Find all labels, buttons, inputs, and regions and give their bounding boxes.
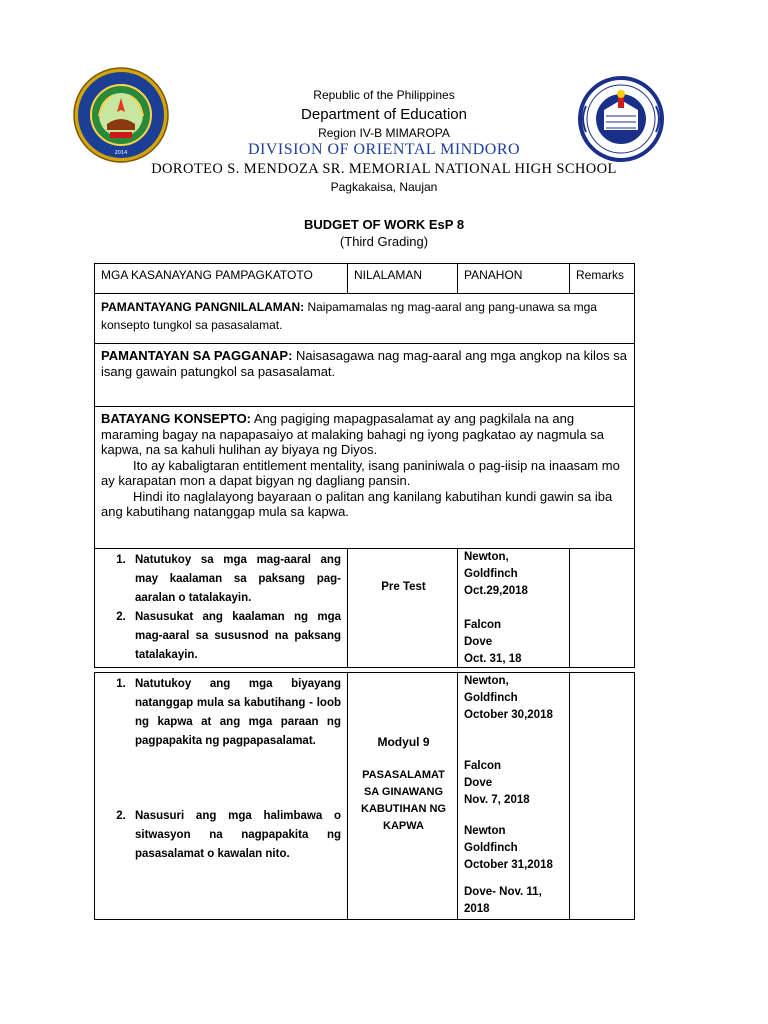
row1-sched-falcon: Falcon [464, 619, 502, 631]
key-concept: BATAYANG KONSEPTO: Ang pagiging mapagpasalamat ay ang pagkilala na ang maraming bagay na napapasaiyo at malaking bahagi ng iyong pagkatao ay nagmula sa kapwa, na sa kahuli hulihan ay biyaya ng Diyos. Ito ay kabaligtaran entitlement mentality, isang paniniwala o pag-iisip na inaasam mo ay karapatan mon a dapat bigyan ng dagliang pansin. Hindi ito naglalayong bayaraan o palitan ang kanilang kabutihan kundi gawin sa iba ang kabutihang natanggap mula sa kapwa. [94, 406, 635, 549]
module-title: Modyul 9 [377, 735, 430, 749]
row2-remarks [569, 672, 635, 920]
republic-text: Republic of the Philippines [313, 88, 455, 102]
header-skills: MGA KASANAYANG PAMPAGKATOTO [94, 263, 348, 294]
row2-sched-date3: October 31,2018 [464, 859, 553, 871]
row1-content-label: Pre Test [381, 581, 426, 593]
school-address: Pagkakaisa, Naujan [330, 180, 438, 194]
department-text: Department of Education [301, 106, 467, 123]
row2-sched-newton: Newton, [464, 675, 509, 687]
row2-sched-date2: Nov. 7, 2018 [464, 794, 530, 806]
row2-sched-date1: October 30,2018 [464, 709, 553, 721]
row2-sched-goldfinch2: Goldfinch [464, 842, 518, 854]
row1-sched-date2: Oct. 31, 18 [464, 653, 522, 665]
school-name: DOROTEO S. MENDOZA SR. MEMORIAL NATIONAL HIGH SCHOOL [151, 161, 617, 177]
document-title: BUDGET OF WORK EsP 8 [303, 217, 465, 232]
row2-sched-falcon: Falcon [464, 760, 502, 772]
module-subtitle: PASASALAMAT SA GINAWANG KABUTIHAN NG KAPWA [361, 769, 446, 832]
row1-sched-dove: Dove [464, 636, 493, 648]
row1-objectives [94, 548, 348, 668]
row1-sched-date1: Oct.29,2018 [464, 585, 528, 597]
row1-schedule [457, 548, 570, 668]
document-subtitle: (Third Grading) [339, 234, 429, 249]
row2-sched-newton2: Newton [464, 825, 506, 837]
header-remarks: Remarks [569, 263, 635, 294]
list-item: 1. Natutukoy sa mga mag-aaral ang may kaalaman sa paksang pag-aaralan o tatalakayin. [129, 551, 341, 608]
row2-schedule [457, 672, 570, 920]
row1-remarks [569, 548, 635, 668]
header-time: PANAHON [457, 263, 570, 294]
row1-content [347, 548, 458, 668]
performance-standard: PAMANTAYAN SA PAGGANAP: Naisasagawa nag mag-aaral ang mga angkop na kilos sa isang gawain patungkol sa pasasalamat. [94, 343, 635, 407]
content-standard: PAMANTAYANG PANGNILALAMAN: Naipamamalas ng mag-aaral ang pang-unawa sa mga konsepto tungkol sa pasasalamat. [94, 293, 635, 344]
region-text: Region IV-B MIMAROPA [318, 126, 450, 140]
row2-sched-date4: Dove- Nov. 11, 2018 [464, 886, 542, 915]
row2-objectives [94, 672, 348, 920]
division-text: DIVISION OF ORIENTAL MINDORO [247, 141, 521, 158]
row1-sched-names: Newton, Goldfinch [464, 551, 518, 580]
list-item: 2. Nasusuri ang mga halimbawa o sitwasyon na nagpapakita ng pasasalamat o kawalan nito. [129, 807, 341, 864]
row2-content [347, 672, 458, 920]
seal-year: 2014 [114, 150, 128, 156]
row2-sched-goldfinch: Goldfinch [464, 692, 518, 704]
list-item: 2. Nasusukat ang kaalaman ng mga mag-aaral sa sususnod na paksang tatalakayin. [129, 608, 341, 665]
row2-sched-dove: Dove [464, 777, 493, 789]
list-item: 1. Natutukoy ang mga biyayang natanggap mula sa kabutihang - loob ng kapwa at ang mga paraan ng pagpapakita ng pagpapasalamat. [129, 675, 341, 751]
header-content: NILALAMAN [347, 263, 458, 294]
